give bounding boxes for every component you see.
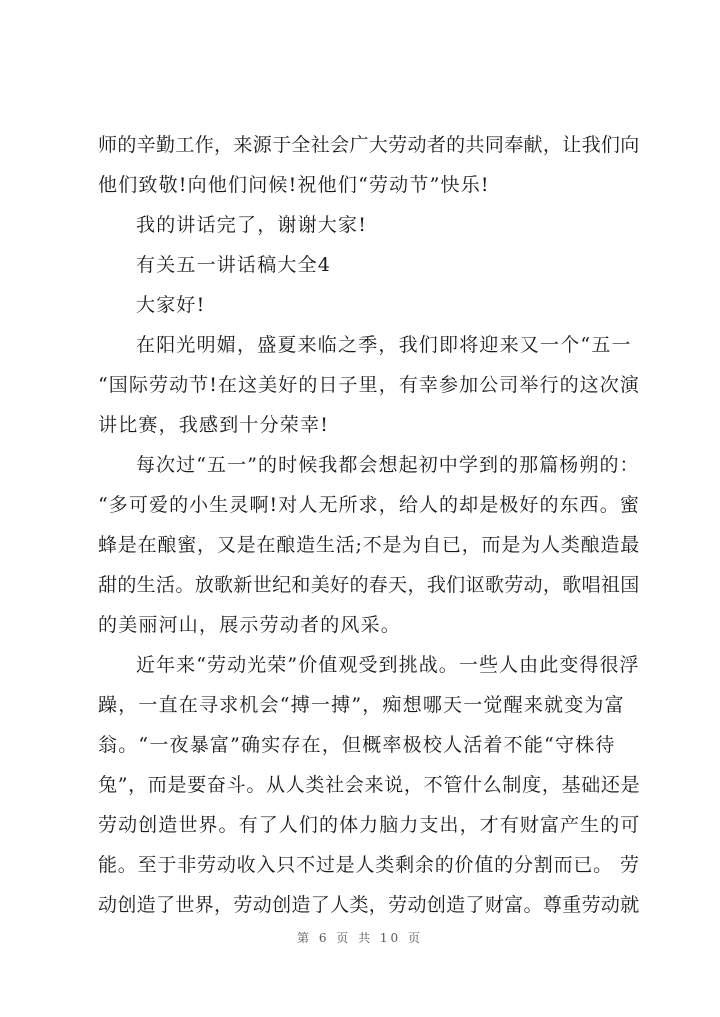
text-line: 躁，一直在寻求机会“搏一搏”，痴想哪天一觉醒来就变为富 <box>98 694 625 716</box>
section-heading: 有关五一讲话稿大全4 <box>136 254 332 276</box>
text-line: 的美丽河山，展示劳动者的风采。 <box>98 614 402 636</box>
text-line: 能。至于非劳动收入只不过是人类剩余的价值的分割而已。 劳 <box>98 854 640 876</box>
text-line: 我的讲话完了，谢谢大家! <box>136 214 368 236</box>
text-line: 兔”，而是要奋斗。从人类社会来说，不管什么制度，基础还是 <box>98 774 641 796</box>
text-line: 甜的生活。放歌新世纪和美好的春天，我们讴歌劳动，歌唱祖国 <box>98 574 640 596</box>
text-line: 动创造了世界，劳动创造了人类，劳动创造了财富。尊重劳动就 <box>98 894 640 916</box>
text-line: 每次过“五一”的时候我都会想起初中学到的那篇杨朔的： <box>136 454 640 476</box>
text-line: 讲比赛，我感到十分荣幸! <box>98 414 330 436</box>
text-line: “国际劳动节!在这美好的日子里，有幸参加公司举行的这次演 <box>98 374 640 396</box>
text-line: 翁。“一夜暴富”确实存在，但概率极校人活着不能“守株待 <box>98 734 616 756</box>
page-number-footer: 第 6 页 共 10 页 <box>297 931 423 945</box>
text-line: 他们致敬!向他们问候!祝他们“劳动节”快乐! <box>98 174 490 196</box>
text-line: 近年来“劳动光荣”价值观受到挑战。一些人由此变得很浮 <box>136 654 640 676</box>
text-line: 大家好! <box>136 294 206 316</box>
text-line: 蜂是在酿蜜，又是在酿造生活;不是为自已，而是为人类酿造最 <box>98 534 641 556</box>
text-line: 在阳光明媚，盛夏来临之季，我们即将迎来又一个“五一 <box>136 334 632 356</box>
text-line: 劳动创造世界。有了人们的体力脑力支出，才有财富产生的可 <box>98 814 641 836</box>
text-line: 师的辛勤工作，来源于全社会广大劳动者的共同奉献，让我们向 <box>98 134 640 156</box>
text-line: “多可爱的小生灵啊!对人无所求，给人的却是极好的东西。蜜 <box>98 494 640 516</box>
